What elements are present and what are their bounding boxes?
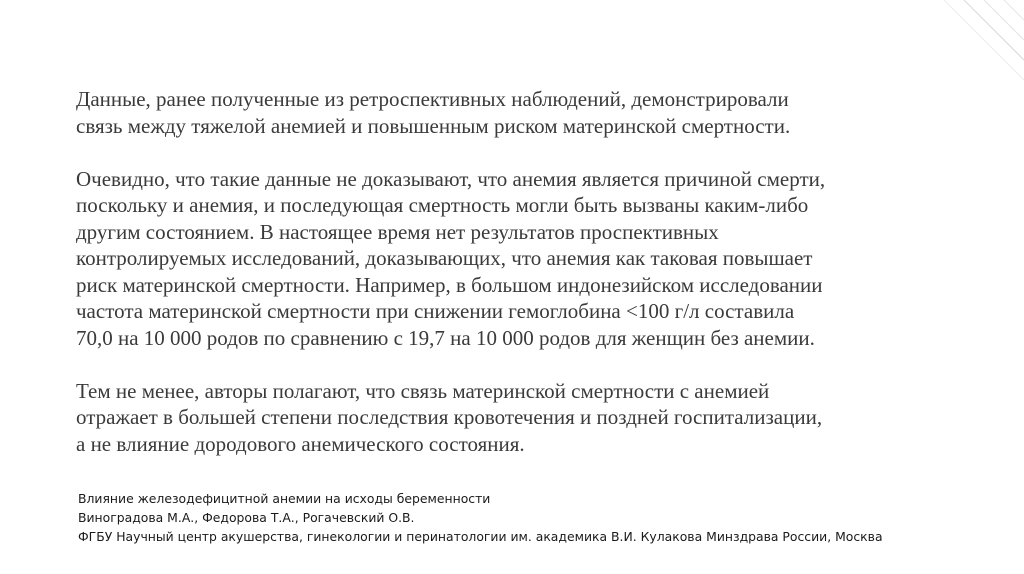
paragraph-conclusion: Тем не менее, авторы полагают, что связь материнской смертности с анемией отражает в большей степени последствия кровотечения и поздней госпитализации, а не влияние дородового анемического состояния. [76,378,823,456]
main-text [76,86,936,457]
citation-authors: Виноградова М.А., Федорова Т.А., Рогачевский О.В. [78,510,415,525]
paragraph-retrospective: Данные, ранее полученные из ретроспективных наблюдений, демонстрировали связь между тяжелой анемией и повышенным риском материнской смертности. [76,87,791,138]
paragraph-evidence: Очевидно, что такие данные не доказывают, что анемия является причиной смерти, поскольку и анемия, и последующая смертность могли быть вызваны каким-либо другим состоянием. В настоящее время нет результатов проспективных контролируемых исследований, доказывающих, что анемия как таковая повышает риск материнской смертности. Например, в большом индонезийском исследовании частота материнской смертности при снижении гемоглобина <100 г/л составила 70,0 на 10 000 родов по сравнению с 19,7 на 10 000 родов для женщин без анемии. [76,166,826,350]
citation-title: Влияние железодефицитной анемии на исходы беременности [78,491,491,506]
corner-decoration [934,0,1024,80]
citation [78,489,978,546]
citation-institution: ФГБУ Научный центр акушерства, гинекологии и перинатологии им. академика В.И. Кулакова Минздрава России, Москва [78,529,883,544]
